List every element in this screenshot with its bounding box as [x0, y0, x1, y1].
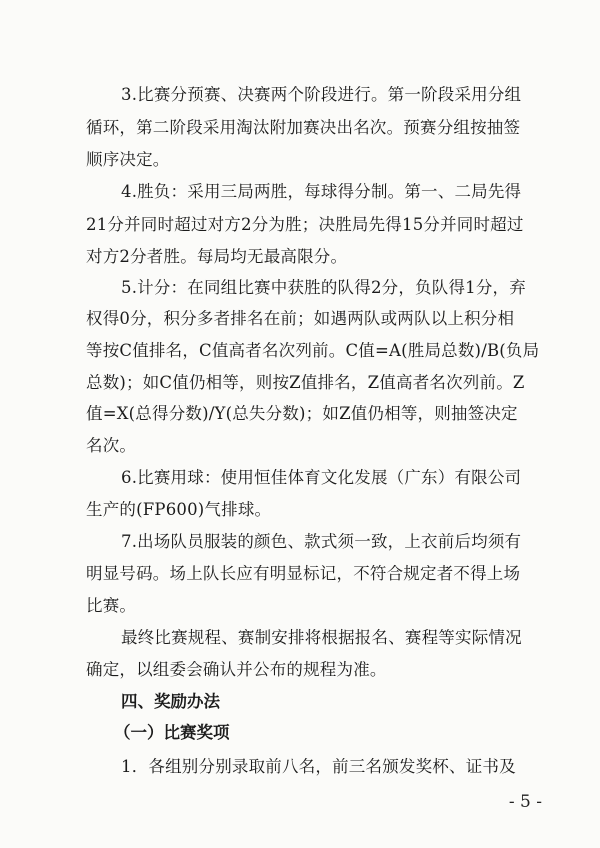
section-heading: 四、奖励办法: [121, 692, 220, 711]
closing-paragraph-line-2: 确定，以组委会确认并公布的规程为准。: [86, 660, 387, 679]
award-item-1: 1．各组别分别录取前八名，前三名颁发奖杯、证书及: [121, 757, 516, 776]
paragraph-4-line-2: 21分并同时超过对方2分为胜；决胜局先得15分并同时超过: [86, 215, 524, 234]
paragraph-5-line-2: 权得0分，积分多者排名在前；如遇两队或两队以上积分相: [86, 309, 515, 328]
paragraph-3-line-2: 循环，第二阶段采用淘汰附加赛决出名次。预赛分组按抽签: [86, 118, 521, 137]
paragraph-5-line-4: 总数)；如C值仍相等，则按Z值排名，Z值高者名次列前。Z: [86, 373, 525, 392]
subsection-heading: （一）比赛奖项: [114, 723, 230, 742]
paragraph-5-line-3: 等按C值排名，C值高者名次列前。C值=A(胜局总数)/B(负局: [86, 341, 540, 360]
paragraph-3-line-3: 顺序决定。: [86, 150, 170, 169]
paragraph-3-line-1: 3.比赛分预赛、决赛两个阶段进行。第一阶段采用分组: [121, 85, 522, 104]
paragraph-4-line-1: 4.胜负：采用三局两胜，每球得分制。第一、二局先得: [121, 182, 522, 201]
closing-paragraph-line-1: 最终比赛规程、赛制安排将根据报名、赛程等实际情况: [121, 628, 522, 647]
paragraph-6-line-1: 6.比赛用球：使用恒佳体育文化发展（广东）有限公司: [121, 468, 522, 487]
paragraph-7-line-2: 明显号码。场上队长应有明显标记，不符合规定者不得上场: [86, 564, 521, 583]
paragraph-5-line-1: 5.计分：在同组比赛中获胜的队得2分，负队得1分，弃: [121, 278, 526, 297]
page-number: - 5 -: [508, 792, 542, 812]
paragraph-4-line-3: 对方2分者胜。每局均无最高限分。: [86, 247, 348, 266]
paragraph-6-line-2: 生产的(FP600)气排球。: [86, 500, 272, 519]
paragraph-7-line-3: 比赛。: [86, 596, 137, 615]
paragraph-5-line-6: 名次。: [86, 436, 137, 455]
paragraph-5-line-5: 值=X(总得分数)/Y(总失分数)；如Z值仍相等，则抽签决定: [86, 404, 518, 423]
paragraph-7-line-1: 7.出场队员服装的颜色、款式须一致，上衣前后均须有: [121, 532, 522, 551]
